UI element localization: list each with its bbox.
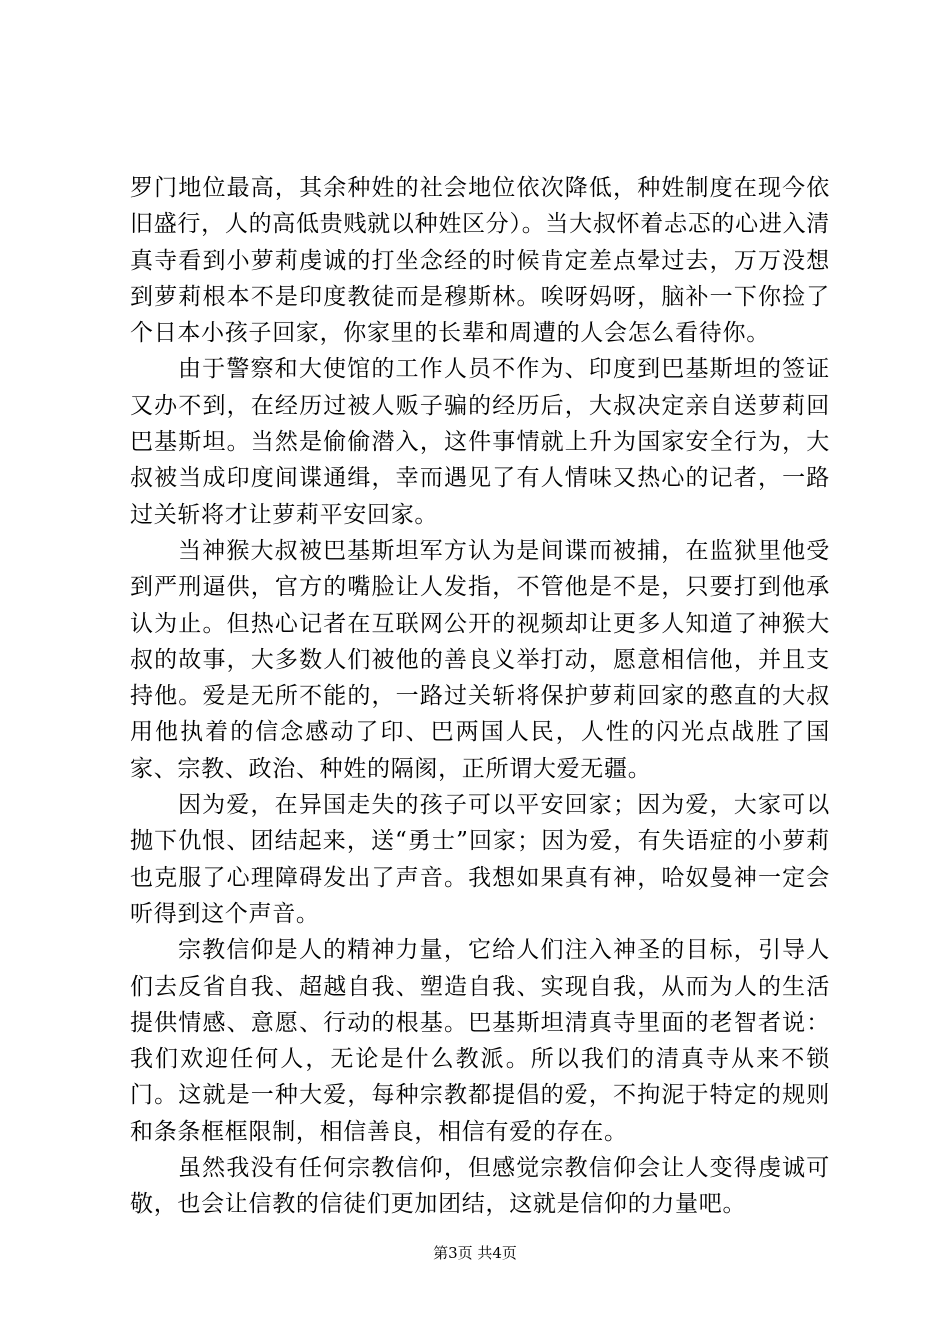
paragraph: 因为爱，在异国走失的孩子可以平安回家；因为爱，大家可以抛下仇恨、团结起来，送“勇士”回家；因为爱，有失语症的小萝莉也克服了心理障碍发出了声音。我想如果真有神，哈奴曼神一定会听得到这个声音。 xyxy=(130,792,830,927)
page-number-footer: 第3页 共4页 xyxy=(433,1244,517,1262)
paragraph: 由于警察和大使馆的工作人员不作为、印度到巴基斯坦的签证又办不到，在经历过被人贩子骗的经历后，大叔决定亲自送萝莉回巴基斯坦。当然是偷偷潜入，这件事情就上升为国家安全行为，大叔被当成印度间谍通缉，幸而遇见了有人情味又热心的记者，一路过关斩将才让萝莉平安回家。 xyxy=(130,356,830,528)
document-body xyxy=(130,170,830,1223)
paragraph-continued: 罗门地位最高，其余种姓的社会地位依次降低，种姓制度在现今依旧盛行，人的高低贵贱就以种姓区分）。当大叔怀着忐忑的心进入清真寺看到小萝莉虔诚的打坐念经的时候肯定差点晕过去，万万没想到萝莉根本不是印度教徒而是穆斯林。唉呀妈呀，脑补一下你捡了个日本小孩子回家，你家里的长辈和周遭的人会怎么看待你。 xyxy=(130,175,830,347)
paragraph: 宗教信仰是人的精神力量，它给人们注入神圣的目标，引导人们去反省自我、超越自我、塑造自我、实现自我，从而为人的生活提供情感、意愿、行动的根基。巴基斯坦清真寺里面的老智者说：我们欢迎任何人，无论是什么教派。所以我们的清真寺从来不锁门。这就是一种大爱，每种宗教都提倡的爱，不拘泥于特定的规则和条条框框限制，相信善良，相信有爱的存在。 xyxy=(130,937,830,1145)
paragraph: 虽然我没有任何宗教信仰，但感觉宗教信仰会让人变得虔诚可敬，也会让信教的信徒们更加团结，这就是信仰的力量吧。 xyxy=(130,1155,830,1218)
paragraph: 当神猴大叔被巴基斯坦军方认为是间谍而被捕，在监狱里他受到严刑逼供，官方的嘴脸让人发指，不管他是不是，只要打到他承认为止。但热心记者在互联网公开的视频却让更多人知道了神猴大叔的故事，大多数人们被他的善良义举打动，愿意相信他，并且支持他。爱是无所不能的，一路过关斩将保护萝莉回家的憨直的大叔用他执着的信念感动了印、巴两国人民，人性的闪光点战胜了国家、宗教、政治、种姓的隔阂，正所谓大爱无疆。 xyxy=(130,537,830,782)
